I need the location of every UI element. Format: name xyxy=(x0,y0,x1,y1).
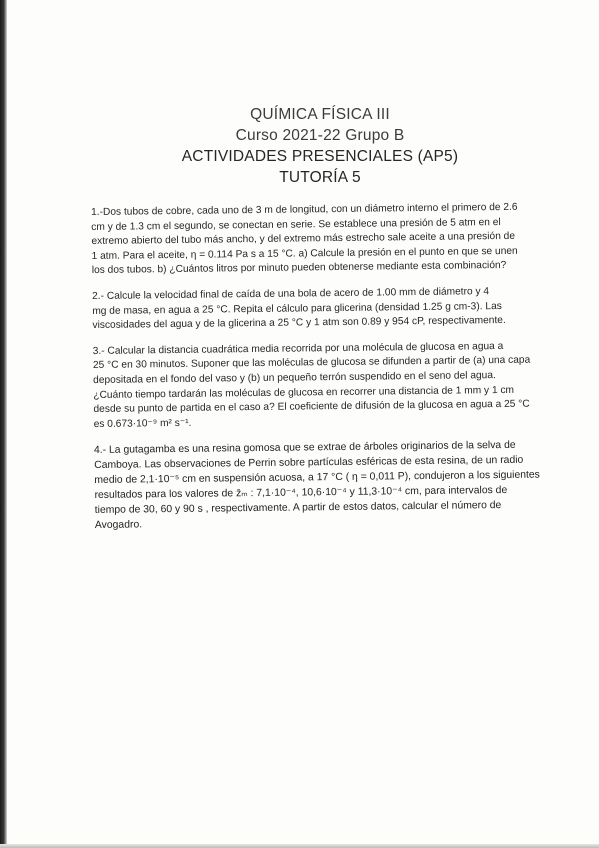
problem-4-line-6: Avogadro. xyxy=(94,519,143,532)
tutorial-line: TUTORÍA 5 xyxy=(279,169,361,186)
problem-2 xyxy=(92,285,525,334)
problem-3-line-4: ¿Cuánto tiempo tardarán las moléculas de glucosa en recorrer una distancia de 1 mm y 1 cm xyxy=(93,384,515,401)
problem-1-line-1: 1.-Dos tubos de cobre, cada uno de 3 m de longitud, con un diámetro interno el primero de 2.6 xyxy=(91,201,518,218)
problem-1-line-5: los dos tubos. b) ¿Cuántos litros por minuto pueden obtenerse mediante esta combinación? xyxy=(91,260,507,277)
problem-1 xyxy=(91,201,524,279)
activity-line: ACTIVIDADES PRESENCIALES (AP5) xyxy=(181,148,459,165)
problem-3-line-2: 25 °C en 30 minutos. Suponer que las moléculas de glucosa se difunden a partir de (a) una capa xyxy=(92,354,531,372)
problem-2-line-1: 2.- Calcule la velocidad final de caída de una bola de acero de 1.00 mm de diámetro y 4 xyxy=(92,286,490,302)
document-title: QUÍMICA FÍSICA III xyxy=(250,106,390,123)
scan-bottom-edge xyxy=(0,844,599,848)
problem-3 xyxy=(92,339,531,432)
problem-2-line-2: mg de masa, en agua a 25 °C. Repita el cálculo para glicerina (densidad 1.25 g cm-3). Las xyxy=(92,300,502,317)
document-header xyxy=(150,104,490,188)
problem-4-line-3: medio de 2,1·10⁻⁵ cm en suspensión acuosa, a 17 °C ( η = 0,011 P), condujeron a los siguientes xyxy=(94,469,540,487)
problem-2-line-3: viscosidades del agua y de la glicerina a 25 °C y 1 atm son 0.89 y 954 cP, respectivamente. xyxy=(92,315,506,332)
problem-list xyxy=(91,201,540,545)
problem-3-line-3: depositada en el fondo del vaso y (b) un pequeño terrón suspendido en el seno del agua. xyxy=(93,370,496,386)
problem-1-line-2: cm y de 1.3 cm el segundo, se conectan en serie. Se establece una presión de 5 atm en el xyxy=(91,216,501,233)
problem-1-line-3: extremo abierto del tubo más ancho, y del extremo más estrecho sale aceite a una presión de xyxy=(91,231,516,248)
course-line: Curso 2021-22 Grupo B xyxy=(235,127,405,144)
problem-4-line-2: Camboya. Las observaciones de Perrin sobre partículas esféricas de esta resina, de un radio xyxy=(94,455,524,472)
problem-4-line-1: 4.- La gutagamba es una resina gomosa que se extrae de árboles originarios de la selva de xyxy=(93,440,516,457)
problem-3-line-5: desde su punto de partida en el caso a? El coeficiente de difusión de la glucosa en agua a 25 °C xyxy=(93,398,530,416)
problem-4-line-4: resultados para los valores de z̄ₘ : 7,1·10⁻⁴, 10,6·10⁻⁴ y 11,3·10⁻⁴ cm, para intervalos de xyxy=(94,485,508,502)
problem-3-line-1: 3.- Calcular la distancia cuadrática media recorrida por una molécula de glucosa en agua a xyxy=(92,340,504,357)
problem-4 xyxy=(93,438,540,533)
scan-left-edge xyxy=(0,0,7,848)
problem-4-line-5: tiempo de 30, 60 y 90 s , respectivamente. A partir de estos datos, calcular el número de xyxy=(94,500,502,517)
problem-3-line-6: es 0.673·10⁻⁹ m² s⁻¹. xyxy=(93,417,192,430)
problem-1-line-4: 1 atm. Para el aceite, η = 0.114 Pa s a 15 °C. a) Calcule la presión en el punto en que se unen xyxy=(91,245,518,262)
